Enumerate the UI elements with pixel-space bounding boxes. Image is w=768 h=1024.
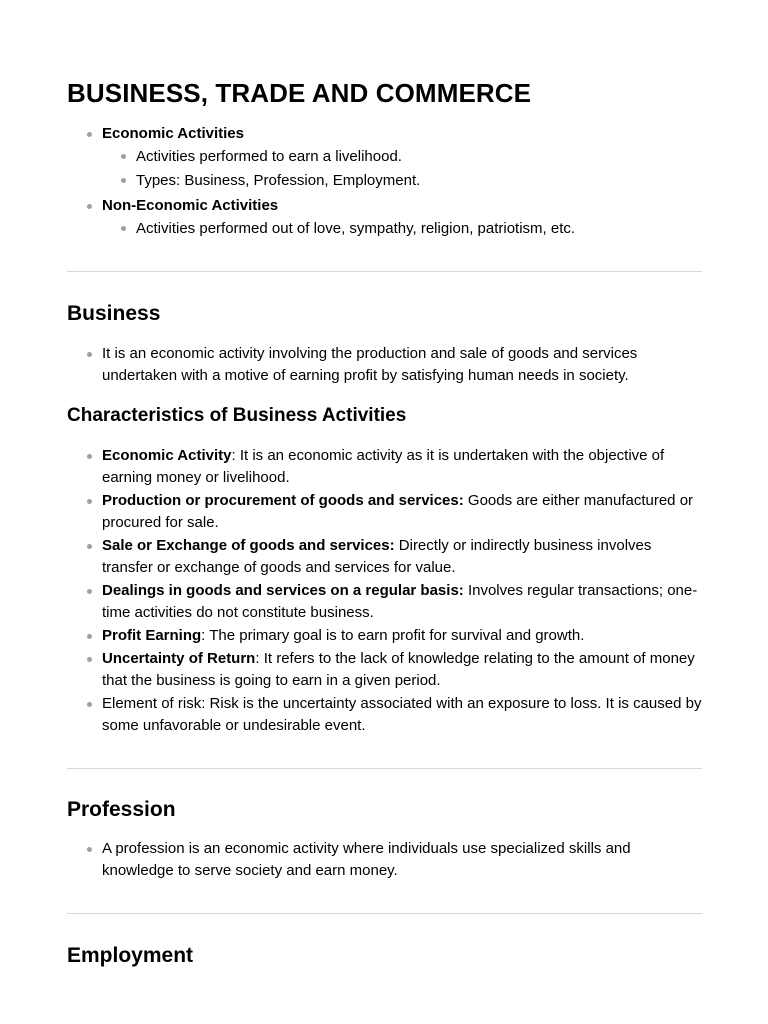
list-item: Activities performed to earn a livelihood. bbox=[102, 145, 702, 169]
intro-item-label: Non-Economic Activities bbox=[102, 197, 279, 214]
list-item: Types: Business, Profession, Employment. bbox=[102, 169, 702, 193]
page-title: BUSINESS, TRADE AND COMMERCE bbox=[67, 78, 532, 108]
intro-sublist bbox=[102, 145, 702, 193]
list-item bbox=[67, 195, 702, 241]
characteristic-term: Sale or Exchange of goods and services: bbox=[102, 537, 395, 554]
business-definition-list bbox=[67, 343, 702, 387]
intro-sublist bbox=[102, 217, 702, 241]
characteristic-text: : It refers to the lack of knowledge relating to the amount of money that the business is going to earn in a given period. bbox=[102, 650, 695, 689]
characteristic-text: Element of risk: Risk is the uncertainty associated with an exposure to loss. It is caused by some unfavorable or undesirable event. bbox=[102, 695, 702, 734]
list-item bbox=[67, 580, 702, 624]
list-item: It is an economic activity involving the production and sale of goods and services undertaken with a motive of earning profit by satisfying human needs in society. bbox=[67, 343, 702, 387]
list-item bbox=[67, 693, 702, 737]
section-divider bbox=[67, 913, 702, 914]
characteristics-list bbox=[67, 445, 702, 737]
section-heading-business: Business bbox=[67, 302, 161, 325]
list-item bbox=[67, 445, 702, 489]
characteristic-term: Economic Activity bbox=[102, 447, 232, 464]
characteristic-term: Profit Earning bbox=[102, 627, 202, 644]
section-divider bbox=[67, 768, 702, 769]
list-item bbox=[67, 123, 702, 193]
list-item bbox=[67, 490, 702, 534]
list-item bbox=[67, 648, 702, 692]
characteristic-text: : The primary goal is to earn profit for survival and growth. bbox=[201, 627, 585, 644]
characteristic-term: Uncertainty of Return bbox=[102, 650, 256, 667]
list-item: A profession is an economic activity where individuals use specialized skills and knowledge to serve society and earn money. bbox=[67, 838, 702, 882]
profession-definition-list bbox=[67, 838, 702, 882]
section-divider bbox=[67, 271, 702, 272]
document-content bbox=[67, 78, 702, 969]
section-heading-profession: Profession bbox=[67, 798, 176, 821]
intro-item-label: Economic Activities bbox=[102, 125, 244, 142]
characteristic-term: Production or procurement of goods and services: bbox=[102, 492, 464, 509]
characteristic-term: Dealings in goods and services on a regular basis: bbox=[102, 582, 464, 599]
section-heading-employment: Employment bbox=[67, 944, 194, 967]
characteristic-text: Involves regular transactions; one-time activities do not constitute business. bbox=[102, 582, 698, 621]
list-item bbox=[67, 625, 702, 647]
characteristic-text: Goods are either manufactured or procured for sale. bbox=[102, 492, 694, 531]
subsection-heading-characteristics: Characteristics of Business Activities bbox=[67, 405, 407, 426]
characteristic-text: : It is an economic activity as it is undertaken with the objective of earning money or livelihood. bbox=[102, 447, 665, 486]
characteristic-text: Directly or indirectly business involves transfer or exchange of goods and services for value. bbox=[102, 537, 652, 576]
list-item: Activities performed out of love, sympathy, religion, patriotism, etc. bbox=[102, 217, 702, 241]
intro-list bbox=[67, 123, 702, 241]
list-item bbox=[67, 535, 702, 579]
